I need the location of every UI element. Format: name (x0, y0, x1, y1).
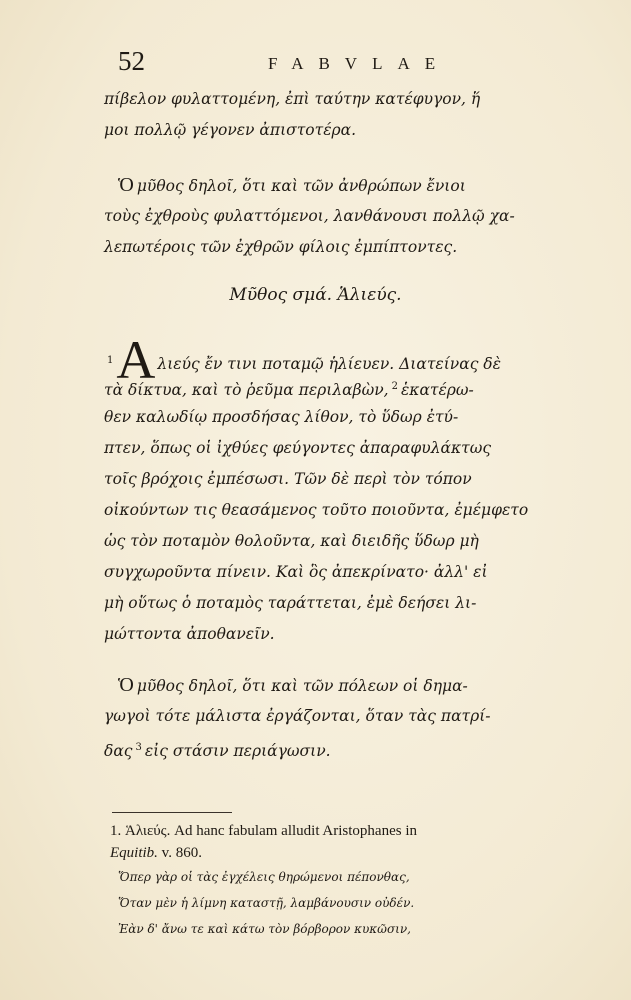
text-span: μῦθος δηλοῖ, ὅτι καὶ τῶν ἀνθρώπων ἔνιοι (136, 177, 466, 195)
text-line: τοὺς ἐχθροὺς φυλαττόμενοι, λανθάνουσι πολλῷ χα- (104, 207, 515, 225)
text-span: v. 860. (157, 845, 202, 861)
text-span: εἰς στάσιν περιάγωσιν. (144, 742, 331, 761)
page-header (118, 44, 558, 80)
text-line: μοι πολλῷ γέγονεν ἀπιστοτέρα. (104, 121, 357, 139)
moral-paragraph-2 (104, 670, 574, 763)
text-line: πίβελον φυλαττομένη, ἐπὶ ταύτην κατέφυγον, ἥ (104, 90, 481, 108)
text-line (104, 330, 574, 390)
text-span: ἑκατέρω- (400, 381, 474, 400)
footnote-line: 1. Ἁλιεύς. Ad hanc fabulam alludit Aristophanes in (110, 823, 417, 839)
text-line: πτεν, ὅπως οἱ ἰχθύες φεύγοντες ἀπαραφυλάκτως (104, 439, 492, 457)
fable-title: Μῦθος σμά. Ἁλιεύς. (229, 285, 402, 305)
text-line (104, 371, 574, 402)
footnote-marker: 3 (135, 742, 142, 753)
text-line (104, 670, 574, 701)
footnote-rule (112, 812, 232, 813)
text-line: μώττοντα ἀποθανεῖν. (104, 625, 275, 643)
footnotes (110, 820, 570, 942)
moral-paragraph-1 (104, 170, 574, 263)
text-line: οἰκούντων τις θεασάμενος τοῦτο ποιοῦντα, ἐμέμφετο (104, 501, 529, 519)
footnote-line (110, 842, 570, 864)
text-line: μὴ οὕτως ὁ ποταμὸς ταράττεται, ἐμὲ δεήσει λι- (104, 594, 477, 612)
work-title: Equitib. (110, 845, 158, 861)
text-span: τὰ δίκτυα, καὶ τὸ ῥεῦμα περιλαβὼν, (104, 381, 389, 400)
running-title: FABVLAE (268, 54, 451, 73)
text-line: τοῖς βρόχοις ἐμπέσωσι. Τῶν δὲ περὶ τὸν τόπον (104, 470, 472, 488)
footnote-marker: 2 (391, 381, 398, 392)
text-line: λεπωτέροις τῶν ἐχθρῶν φίλοις ἐμπίπτοντες. (104, 238, 458, 256)
text-line: γωγοὶ τότε μάλιστα ἐργάζονται, ὅταν τὰς πατρί- (104, 707, 491, 725)
quoted-verse: Ὅπερ γὰρ οἱ τὰς ἐγχέλεις θηρώμενοι πέπονθας, (118, 870, 410, 884)
quoted-verse: Ἐὰν δ' ἄνω τε καὶ κάτω τὸν βόρβορον κυκῶσιν, (118, 922, 411, 936)
text-span: μῦθος δηλοῖ, ὅτι καὶ τῶν πόλεων οἱ δημα- (136, 677, 468, 695)
initial-letter: Ὁ (118, 674, 134, 696)
text-line: συγχωροῦντα πίνειν. Καὶ ὃς ἀπεκρίνατο· ἀλλ' εἰ (104, 563, 488, 581)
text-span: λιεύς ἔν τινι ποταμῷ ἡλίευεν. Διατείνας δὲ (157, 355, 501, 373)
fable-paragraph (104, 330, 574, 650)
text-line (104, 732, 574, 763)
text-line (104, 170, 574, 201)
drop-cap: Α (116, 330, 156, 390)
text-line: ὡς τὸν ποταμὸν θολοῦντα, καὶ διειδῆς ὕδωρ μὴ (104, 532, 479, 550)
initial-letter: Ὁ (118, 174, 134, 196)
page-number: 52 (118, 46, 145, 76)
text-span: δας (104, 742, 133, 761)
footnote-marker: 1 (107, 354, 114, 366)
continuation-paragraph (104, 84, 574, 146)
text-line: θεν καλωδίῳ προσδήσας λίθον, τὸ ὕδωρ ἐτύ- (104, 408, 459, 426)
quoted-verse: Ὅταν μὲν ἡ λίμνη καταστῇ, λαμβάνουσιν οὐδέν. (118, 896, 415, 910)
